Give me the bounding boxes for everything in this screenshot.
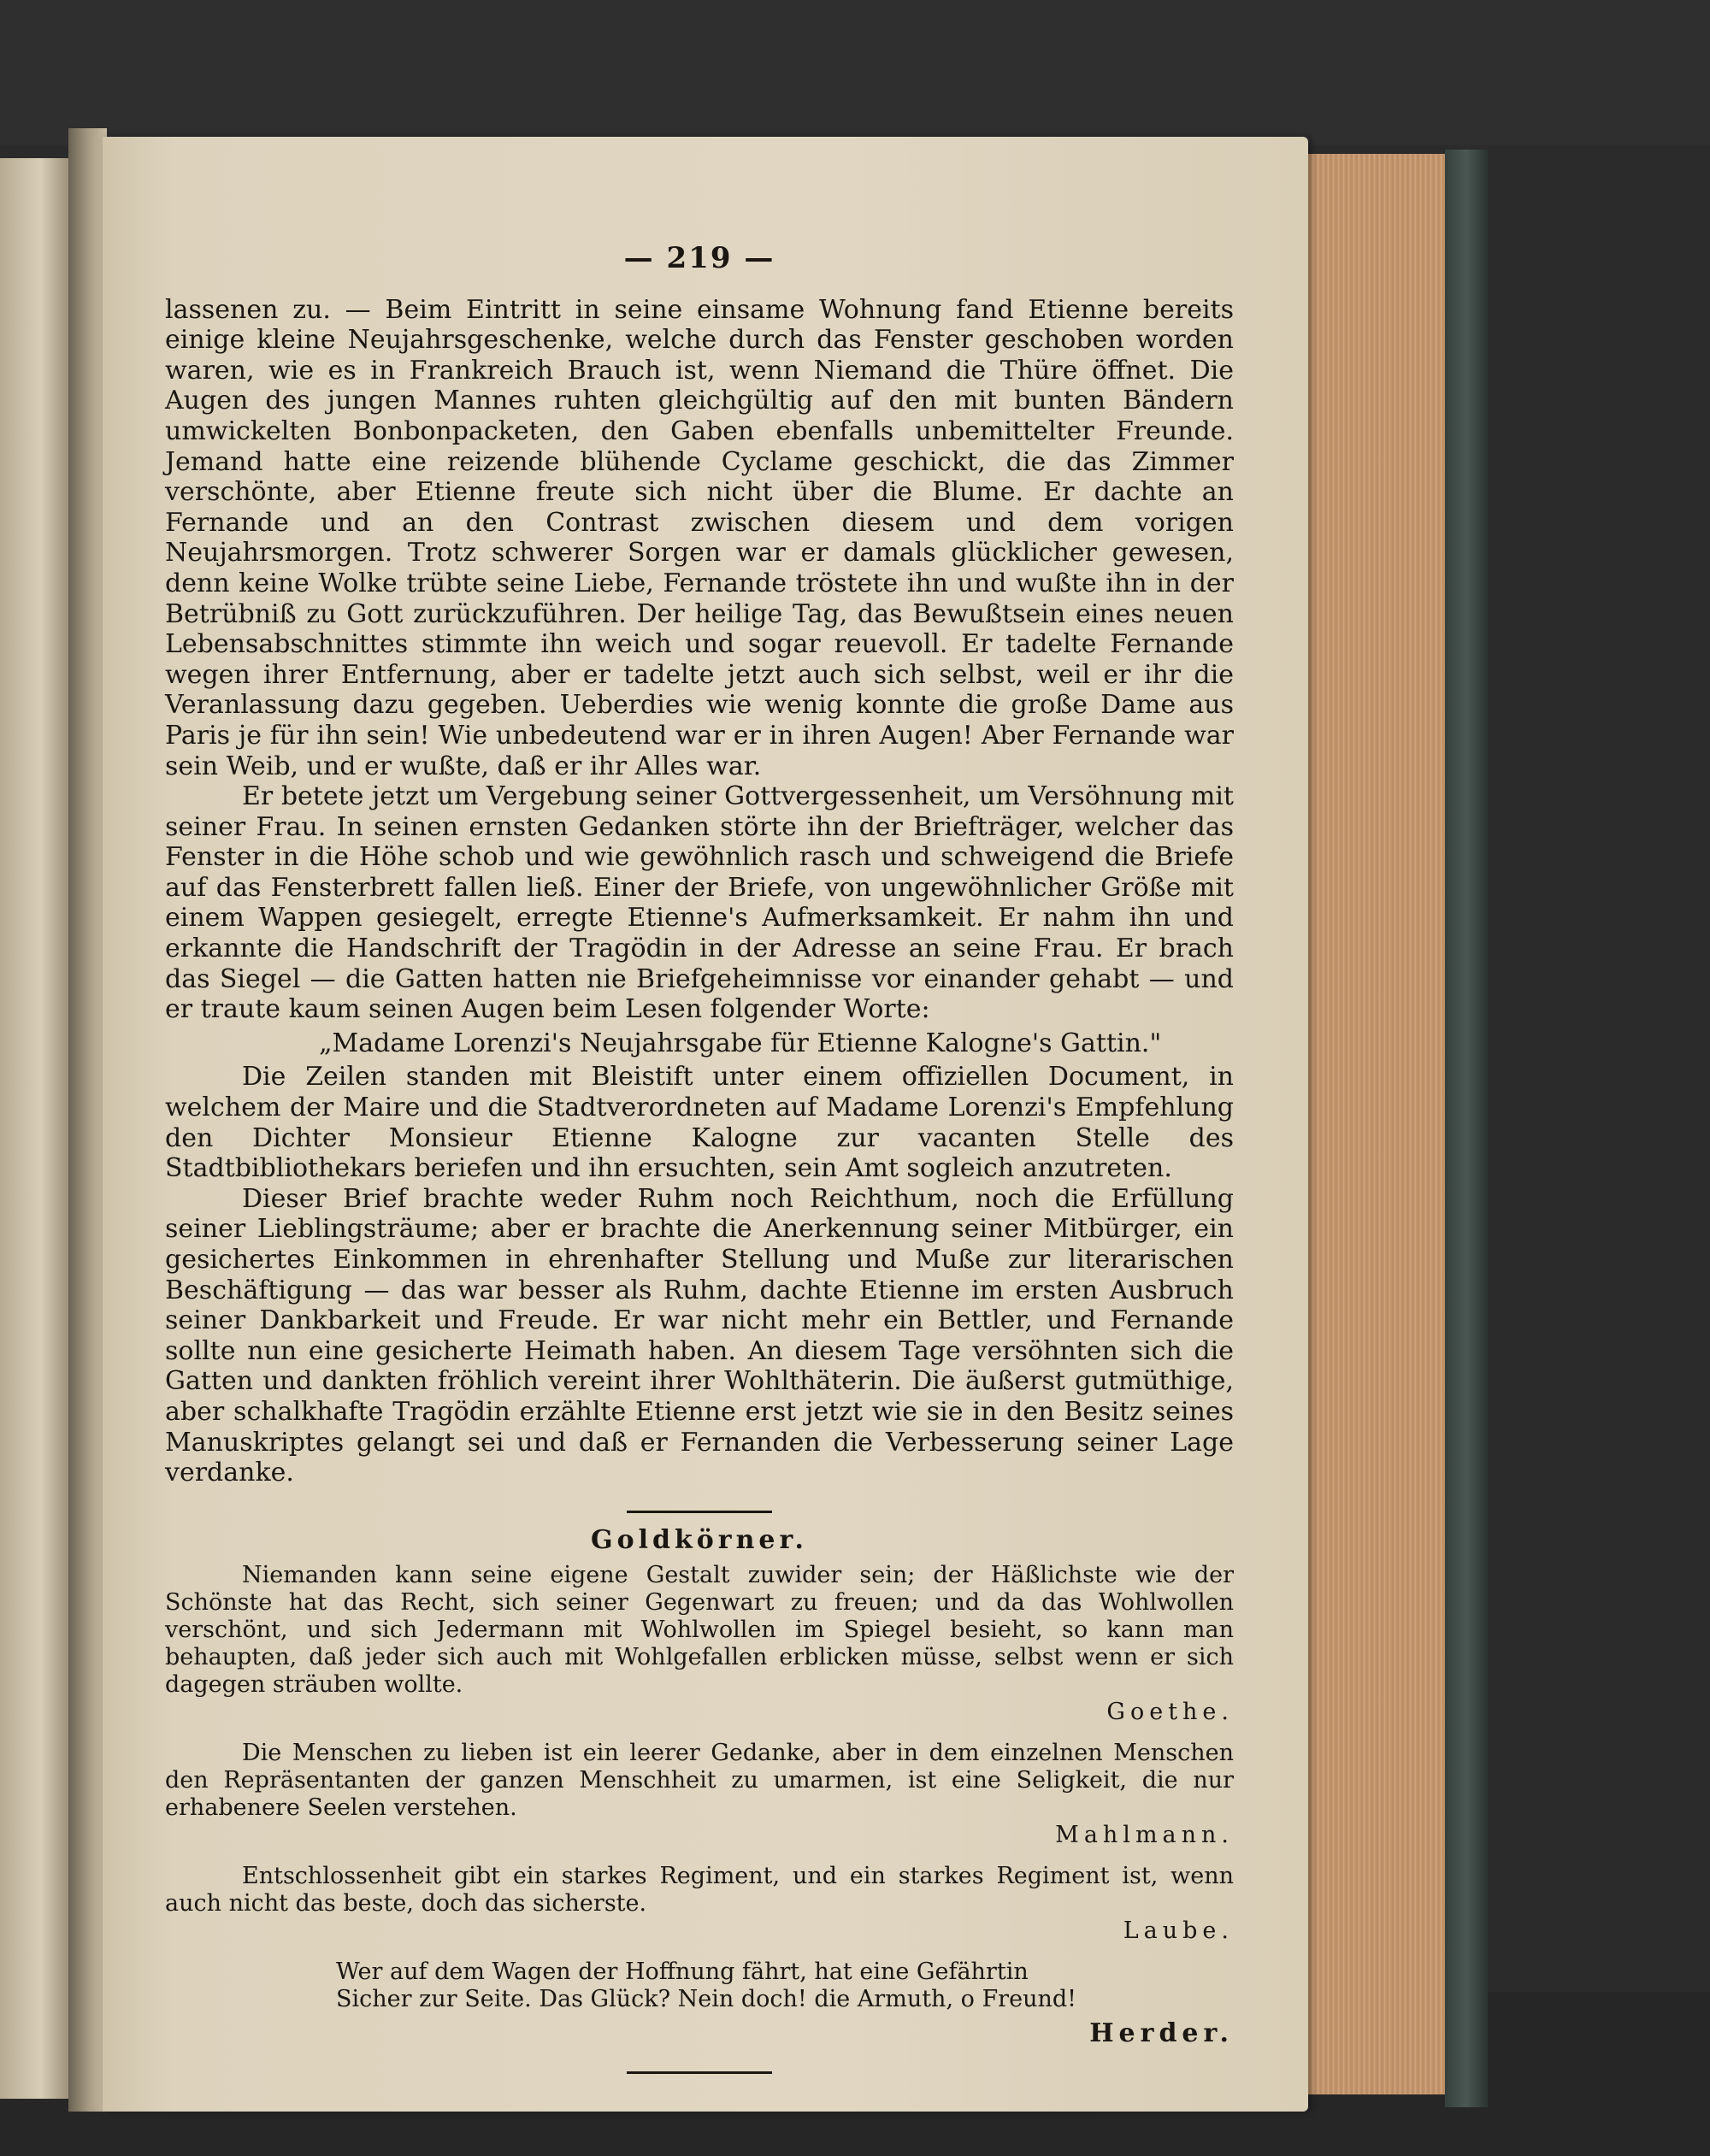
goldkoerner-heading: Goldkörner.	[591, 1524, 808, 1555]
story-paragraph-3: Die Zeilen standen mit Bleistift unter einem offiziellen Document, in welchem der Maire und die Stadtverordneten auf Madame Lorenzi's Empfehlung den Dichter Monsieur Etienne Kalogne zur vacanten Stelle des Stadtbibliothekars beriefen und ihn ersuchten, sein Amt sogleich anzutreten.	[165, 1062, 1234, 1184]
story-paragraph-1: lassenen zu. — Beim Eintritt in seine einsame Wohnung fand Etienne bereits einige kleine Neujahrsgeschenke, welche durch das Fenster geschoben worden waren, wie es in Frankreich Brauch ist, wenn Niemand die Thüre öffnet. Die Augen des jungen Mannes ruhten gleichgültig auf den mit bunten Bändern umwickelten Bonbonpacketen, den Gaben ebenfalls unbemittelter Freunde. Jemand hatte eine reizende blühende Cyclame geschickt, die das Zimmer verschönte, aber Etienne freute sich nicht über die Blume. Er dachte an Fernande und an den Contrast zwischen diesem und dem vorigen Neujahrsmorgen. Trotz schwerer Sorgen war er damals glücklicher gewesen, denn keine Wolke trübte seine Liebe, Fernande tröstete ihn und wußte ihn in der Betrübniß zu Gott zurückzuführen. Der heilige Tag, das Bewußtsein eines neuen Lebensabschnittes stimmte ihn weich und sogar reuevoll. Er tadelte Fernande wegen ihrer Entfernung, aber er tadelte jetzt auch sich selbst, weil er ihr die Veranlassung dazu gegeben. Ueberdies wie wenig konnte die große Dame aus Paris je für ihn sein! Wie unbedeutend war er in ihren Augen! Aber Fernande war sein Weib, und er wußte, daß er ihr Alles war.	[165, 294, 1234, 781]
goldkoerner-section	[165, 1562, 1234, 2047]
section-divider	[627, 1511, 772, 1513]
aphorism-1-author: Goethe.	[1106, 1699, 1234, 1726]
story-quote: „Madame Lorenzi's Neujahrsgabe für Etienne Kalogne's Gattin."	[319, 1028, 1162, 1058]
page-block-edges	[1308, 154, 1445, 2094]
left-page-edge	[0, 158, 68, 2099]
poem-line-1: Wer auf dem Wagen der Hoffnung fährt, hat eine Gefährtin	[336, 1959, 1029, 1986]
page-number: — 219 —	[623, 241, 775, 275]
aphorism-1: Niemanden kann seine eigene Gestalt zuwider sein; der Häßlichste wie der Schönste hat das Recht, sich seiner Gegenwart zu freuen; und da das Wohlwollen verschönt, und sich Jedermann mit Wohlwollen im Spiegel besieht, so kann man behaupten, daß jeder sich auch mit Wohlgefallen erblicken müsse, selbst wenn er sich dagegen sträuben wollte.	[165, 1562, 1234, 1699]
story-paragraph-4: Dieser Brief brachte weder Ruhm noch Reichthum, noch die Erfüllung seiner Lieblingsträume; aber er brachte die Anerkennung seiner Mitbürger, ein gesichertes Einkommen in ehrenhafter Stellung und Muße zur literarischen Beschäftigung — das war besser als Ruhm, dachte Etienne im ersten Ausbruch seiner Dankbarkeit und Freude. Er war nicht mehr ein Bettler, und Fernande sollte nun eine gesicherte Heimath haben. An diesem Tage versöhnten sich die Gatten und dankten fröhlich vereint ihrer Wohlthäterin. Die äußerst gutmüthige, aber schalkhafte Tragödin erzählte Etienne erst jetzt wie sie in den Besitz seines Manuskriptes gelangt sei und daß er Fernanden die Verbesserung seiner Lage verdanke.	[165, 1183, 1234, 1488]
book-cover-edge	[1445, 150, 1488, 2107]
aphorism-3-author: Laube.	[1123, 1917, 1234, 1945]
story-paragraph-2: Er betete jetzt um Vergebung seiner Gottvergessenheit, um Versöhnung mit seiner Frau. In seinen ernsten Gedanken störte ihn der Briefträger, welcher das Fenster in die Höhe schob und wie gewöhnlich rasch und schweigend die Briefe auf das Fensterbrett fallen ließ. Einer der Briefe, von ungewöhnlicher Größe mit einem Wappen gesiegelt, erregte Etienne's Aufmerksamkeit. Er nahm ihn und erkannte die Handschrift der Tragödin in der Adresse an seine Frau. Er brach das Siegel — die Gatten hatten nie Briefgeheimnisse vor einander gehabt — und er traute kaum seinen Augen beim Lesen folgender Worte:	[165, 781, 1234, 1025]
poem-line-2: Sicher zur Seite. Das Glück? Nein doch! die Armuth, o Freund!	[336, 1986, 1076, 2013]
poem-author: Herder.	[1089, 2018, 1234, 2049]
closing-divider	[627, 2071, 772, 2074]
aphorism-3: Entschlossenheit gibt ein starkes Regiment, und ein starkes Regiment ist, wenn auch nicht das beste, doch das sicherste.	[165, 1863, 1234, 1917]
book-gutter	[68, 128, 107, 2112]
aphorism-2: Die Menschen zu lieben ist ein leerer Gedanke, aber in dem einzelnen Menschen den Repräsentanten der ganzen Menschheit zu umarmen, ist eine Seligkeit, die nur erhabenere Seelen verstehen.	[165, 1740, 1234, 1822]
dark-backdrop-top	[0, 0, 1710, 145]
aphorism-2-author: Mahlmann.	[1055, 1822, 1234, 1849]
page-text	[165, 241, 1234, 2074]
